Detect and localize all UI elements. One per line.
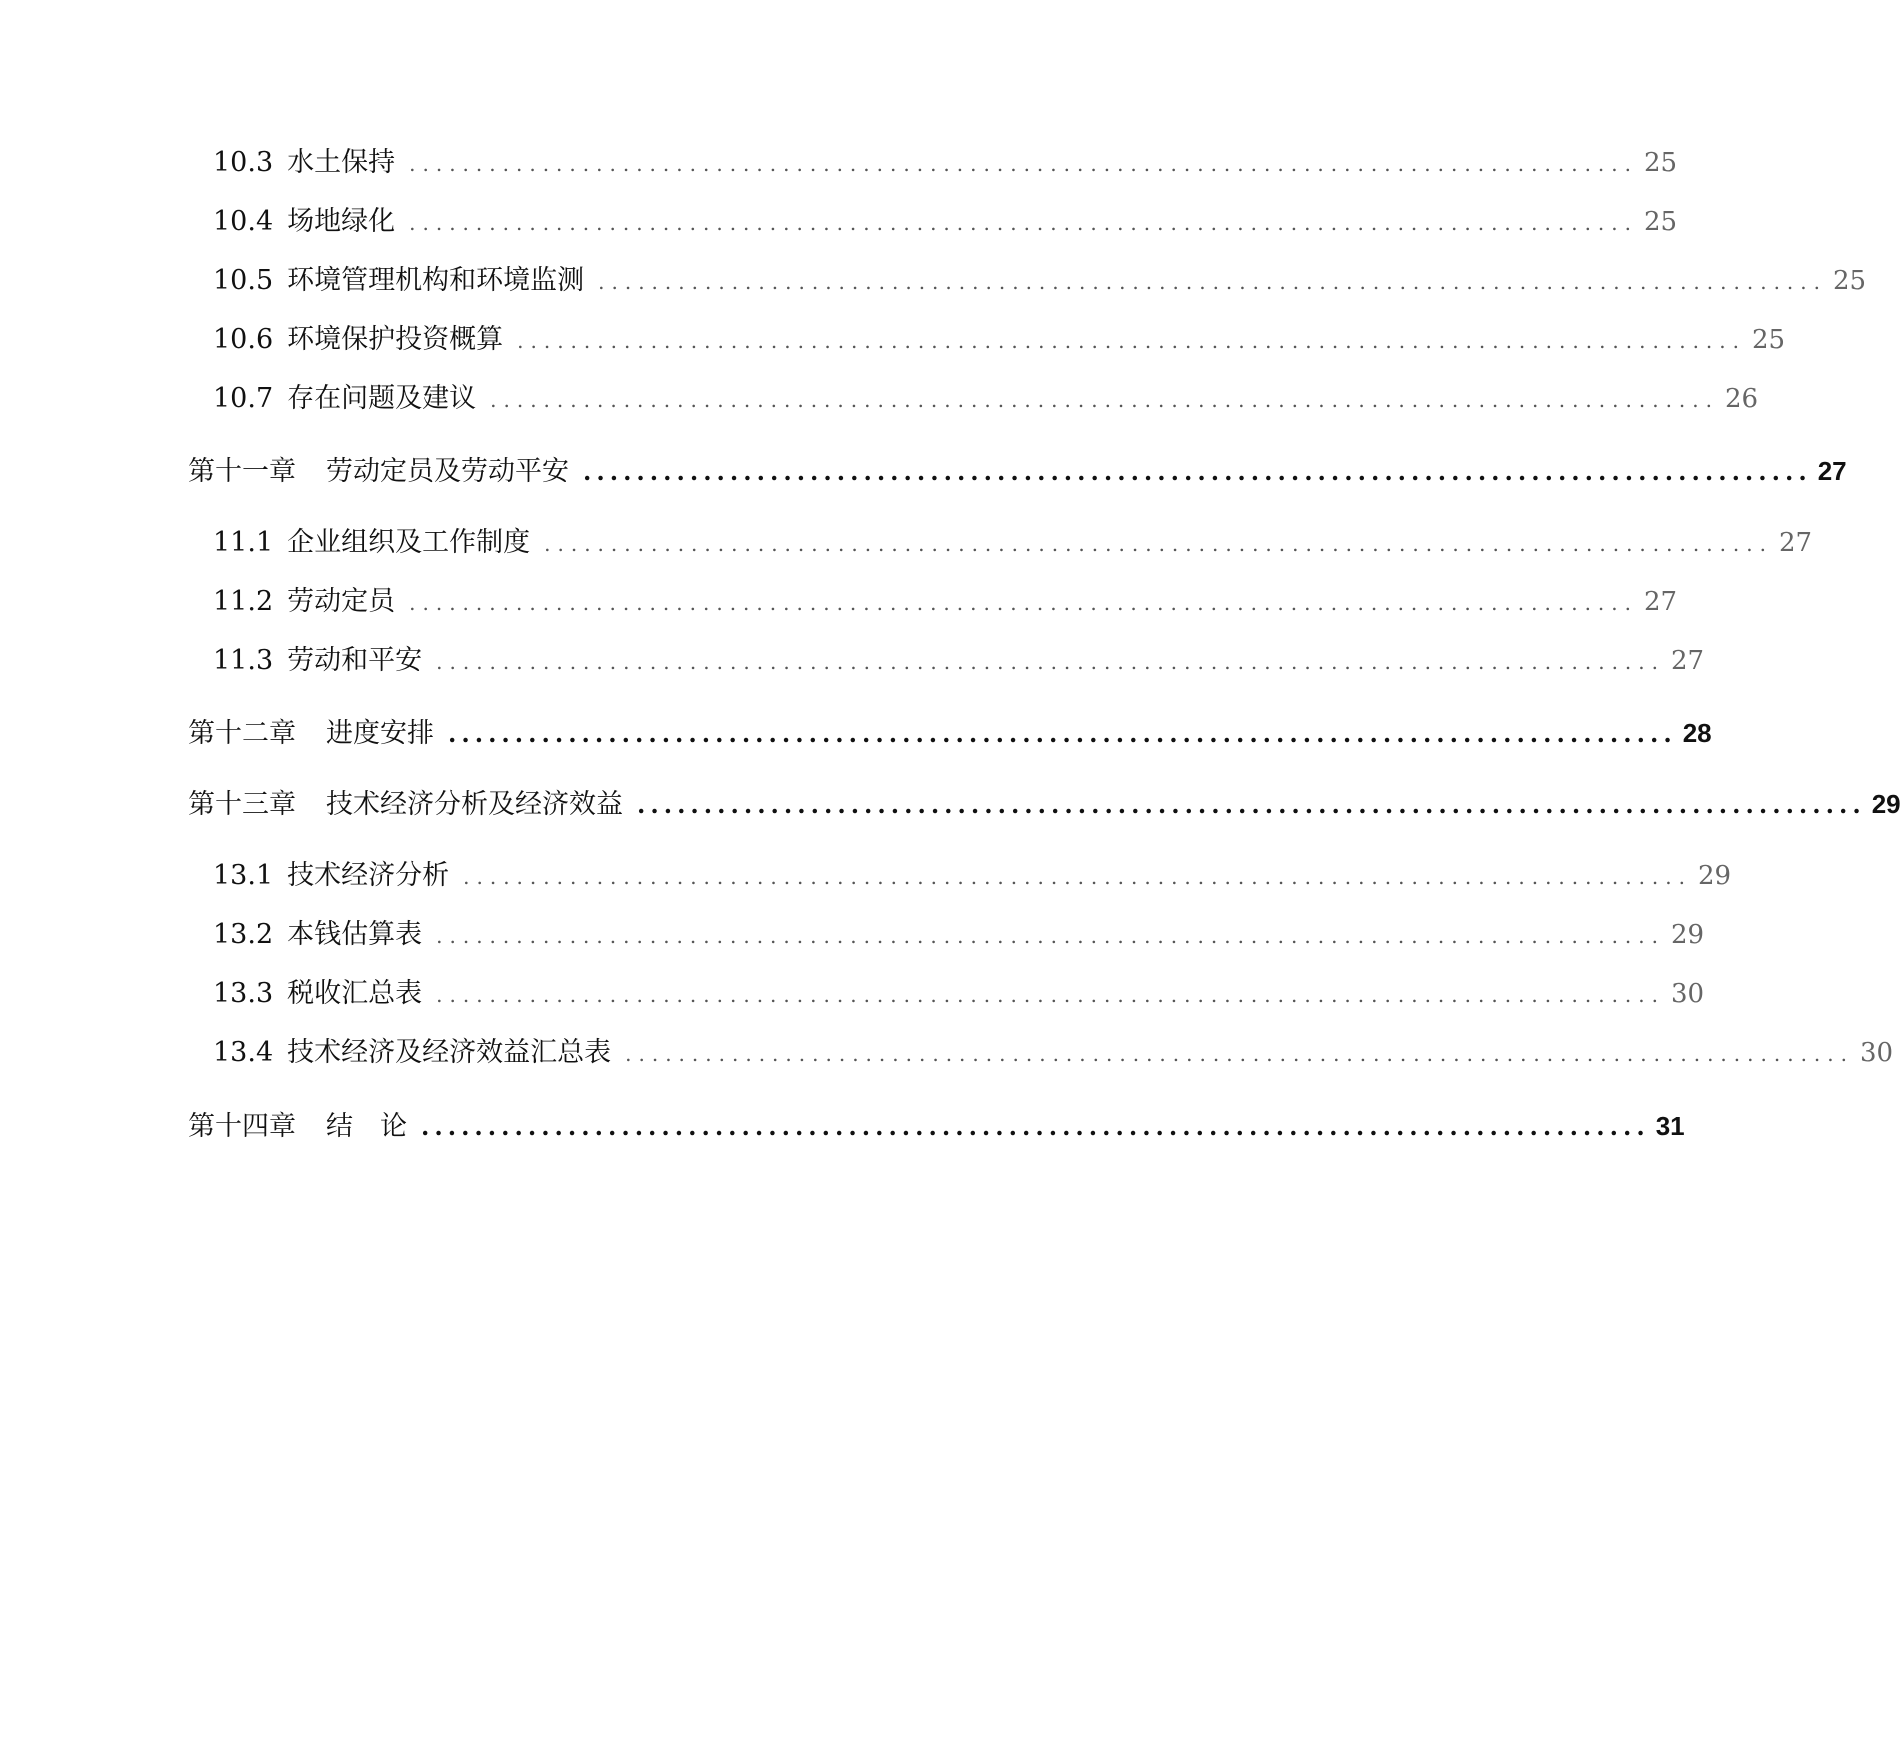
toc-entry[interactable] [213,856,1732,896]
toc-entry-number: 10.7 [213,383,274,414]
toc-entry-text: 环境管理机构和环境监测 [287,265,585,296]
toc-chapter-entry[interactable] [188,784,1901,824]
toc-dot-leader: ............................................................................................ [409,211,1639,235]
toc-chapter-number: 第十四章 [188,1111,296,1142]
toc-entry-title [213,641,422,681]
toc-entry-text: 技术经济分析及经济效益 [326,789,623,820]
toc-entry-title [188,785,623,825]
toc-entry[interactable] [213,1033,1894,1073]
toc-entry-text: 水土保持 [287,147,396,178]
toc-dot-leader: ............................................................................................ [436,650,1666,674]
toc-entry-text: 场地绿化 [287,206,396,237]
toc-dot-leader: ............................................................................................ [517,329,1747,353]
toc-entry-text: 存在问题及建议 [287,383,477,414]
toc-entry[interactable] [213,202,1678,242]
toc-page-number: 30 [1671,979,1705,1009]
toc-page-number: 25 [1833,266,1867,296]
toc-entry-text: 企业组织及工作制度 [287,527,531,558]
toc-entry-title [213,261,584,301]
toc-dot-leader: ............................................................................................ [463,865,1693,889]
toc-entry-number: 11.1 [213,527,274,558]
toc-page-number: 25 [1644,207,1678,237]
toc-entry-number: 13.2 [213,919,274,950]
toc-entry-title [213,143,395,183]
toc-chapter-number: 第十二章 [188,718,296,749]
toc-dot-leader: ............................................................................................ [625,1042,1855,1066]
toc-entry-text: 劳动定员及劳动平安 [326,456,569,487]
toc-entry-text: 劳动和平安 [287,645,423,676]
toc-dot-leader: ............................................................................................ [544,532,1774,556]
toc-entry-text: 本钱估算表 [287,919,423,950]
toc-page-number: 25 [1644,148,1678,178]
toc-chapter-entry[interactable] [188,451,1847,491]
toc-entry[interactable] [213,143,1678,183]
toc-entry-title [213,379,476,419]
toc-page-number: 27 [1644,587,1678,617]
toc-entry-number: 10.4 [213,206,274,237]
toc-page-number: 29 [1671,920,1705,950]
toc-entry-number: 10.5 [213,265,274,296]
toc-entry-text: 劳动定员 [287,586,396,617]
toc-page-number: 27 [1817,456,1847,486]
toc-entry[interactable] [213,320,1786,360]
toc-chapter-number: 第十三章 [188,789,296,820]
toc-entry-title [188,714,434,754]
toc-entry-title [213,856,449,896]
toc-page-number: 27 [1671,646,1705,676]
toc-entry-title [213,582,395,622]
toc-page-number: 25 [1752,325,1786,355]
toc-dot-leader: ............................................................................................ [598,270,1828,294]
toc-entry-title [213,1033,611,1073]
toc-entry-number: 13.1 [213,860,274,891]
toc-entry-text: 进度安排 [326,718,434,749]
toc-entry-text: 环境保护投资概算 [287,324,504,355]
toc-dot-leader: ............................................................................................ [637,790,1866,819]
toc-entry[interactable] [213,523,1813,563]
toc-page-number: 28 [1682,718,1712,748]
toc-entry[interactable] [213,915,1705,955]
toc-entry[interactable] [213,261,1867,301]
toc-entry-title [213,915,422,955]
toc-dot-leader: ............................................................................................ [448,719,1677,748]
toc-entry-text: 结 论 [326,1111,407,1142]
toc-page-number: 29 [1698,861,1732,891]
toc-entry-title [213,202,395,242]
toc-dot-leader: ............................................................................................ [436,924,1666,948]
toc-page-number: 31 [1655,1111,1685,1141]
toc-dot-leader: ............................................................................................ [421,1112,1650,1141]
toc-dot-leader: ............................................................................................ [409,152,1639,176]
toc-entry-text: 税收汇总表 [287,978,423,1009]
toc-page-number: 30 [1860,1038,1894,1068]
toc-chapter-number: 第十一章 [188,456,296,487]
toc-page-number: 27 [1779,528,1813,558]
toc-entry[interactable] [213,582,1678,622]
toc-entry-number: 11.3 [213,645,274,676]
toc-chapter-entry[interactable] [188,1106,1685,1146]
toc-chapter-entry[interactable] [188,713,1712,753]
toc-entry-title [213,320,503,360]
toc-dot-leader: ............................................................................................ [583,457,1812,486]
toc-entry-title [188,452,569,492]
toc-entry-number: 13.4 [213,1037,274,1068]
toc-dot-leader: ............................................................................................ [490,388,1720,412]
toc-entry[interactable] [213,974,1705,1014]
toc-entry-number: 11.2 [213,586,274,617]
toc-dot-leader: ............................................................................................ [409,591,1639,615]
toc-entry-title [213,523,530,563]
toc-page-number: 29 [1871,789,1901,819]
toc-entry-number: 10.6 [213,324,274,355]
toc-page-number: 26 [1725,384,1759,414]
toc-dot-leader: ............................................................................................ [436,983,1666,1007]
toc-entry-text: 技术经济分析 [287,860,450,891]
toc-entry[interactable] [213,379,1759,419]
toc-entry-title [213,974,422,1014]
toc-entry-number: 10.3 [213,147,274,178]
toc-entry-title [188,1107,407,1147]
toc-entry-text: 技术经济及经济效益汇总表 [287,1037,612,1068]
toc-entry[interactable] [213,641,1705,681]
toc-entry-number: 13.3 [213,978,274,1009]
